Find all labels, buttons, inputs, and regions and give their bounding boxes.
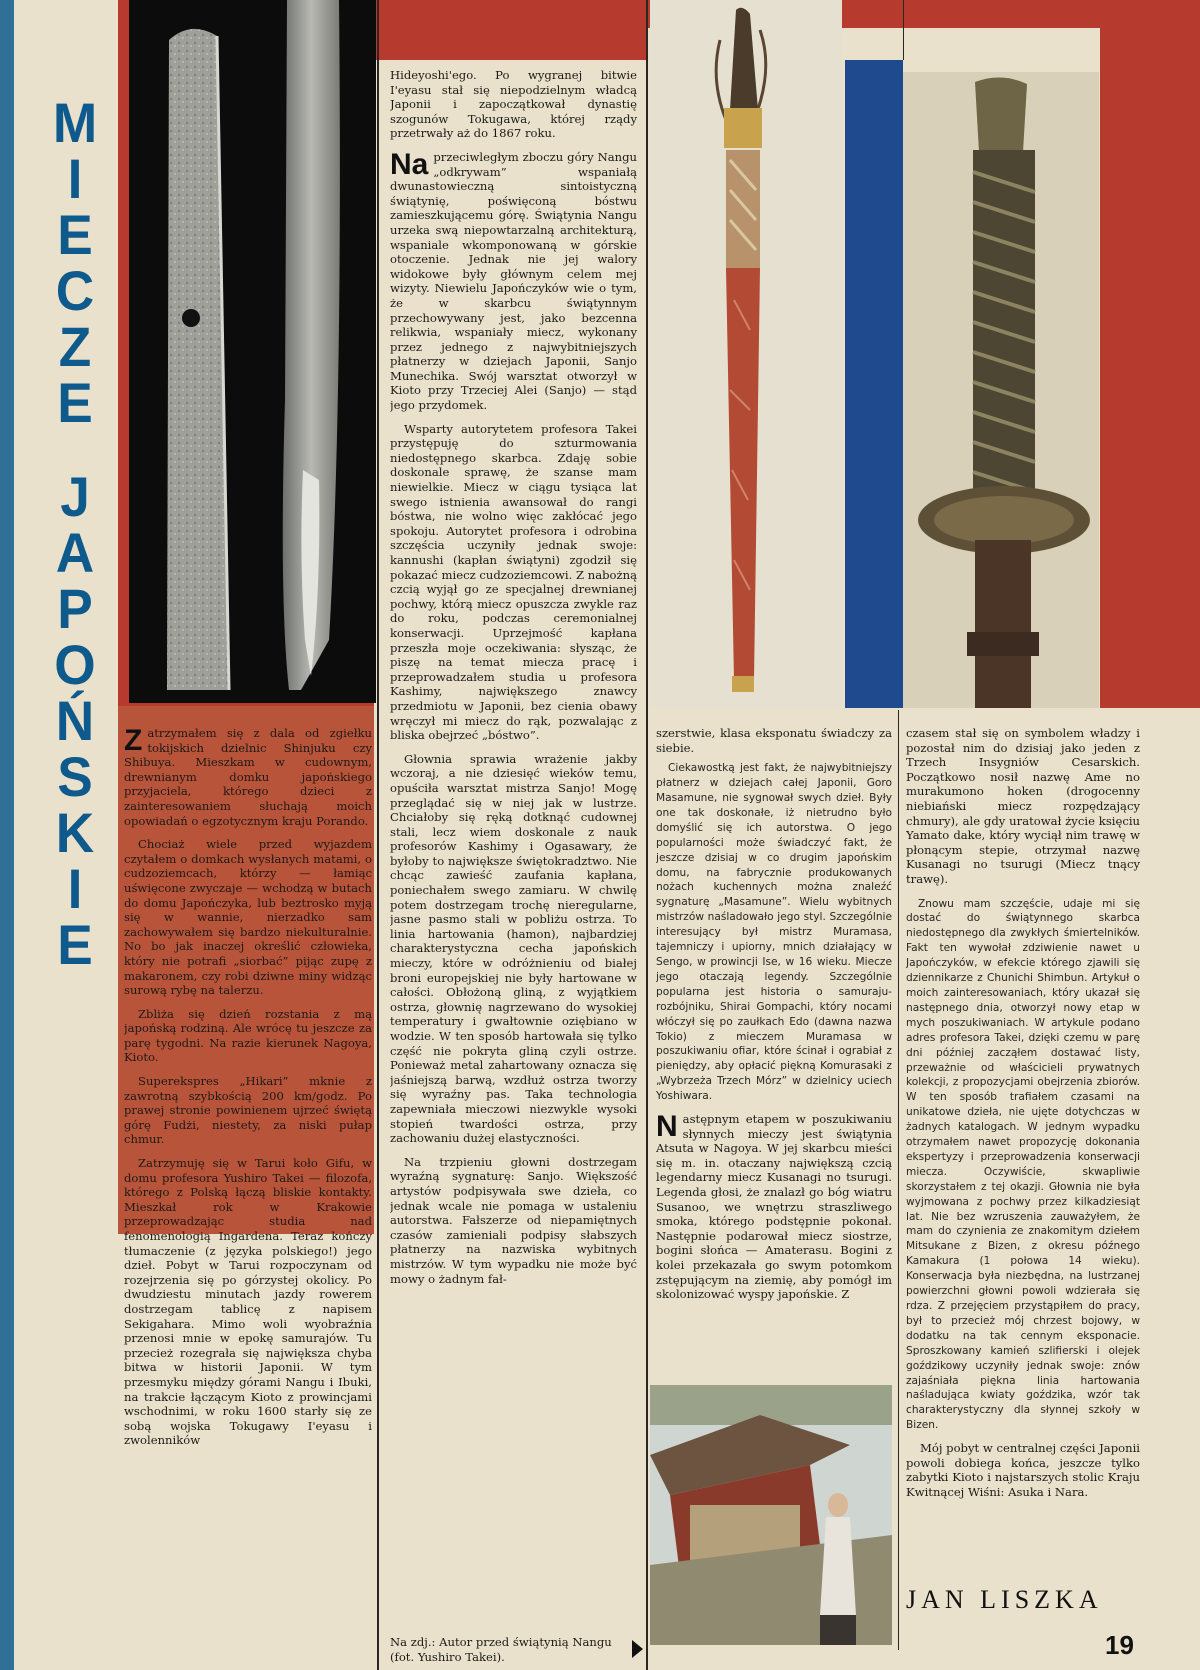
paragraph: Wsparty autorytetem profesora Takei przystępuję do szturmowania niedostępnego skarbca. Zdaję sobie doskonale sprawę, że szanse mam niewielkie. Miecz w ciągu tysiąca lat swego istnienia awansował do rangi bóstwa, nie wolno więc zakłócać jego spokoju. Autorytet profesora i odrobina szczęścia uczyniły jednak swoje: kannushi (kapłan świątyni) zgodził się pokazać miecz cudzoziemcowi. Z nabożną czcią wyjął go ze specjalnej drewnianej pochwy, którą miecz opuszcza zwykle raz do roku, podczas ceremonialnej konserwacji. Uprzejmość kapłana przeszła moje oczekiwania: słysząc, że piszę na temat miecza pracę i przeprowadzałem studia u profesora Kashimy, największego znawcy przedmiotu w Japonii, bez cienia obawy wręczył mi miecz do rąk, pozwalając z bliska obejrzeć „bóstwo”.: [390, 421, 637, 743]
title-letter: E: [57, 203, 93, 266]
title-letter: O: [54, 633, 96, 696]
left-edge-strip: [0, 0, 14, 1670]
photo-blade-closeup: [129, 0, 376, 703]
paragraph: Na przeciwległym zboczu góry Nangu „odkrywam” wspaniałą dwunastowieczną sintoistyczną świątynię, poświęconą bóstwu zamieszkującemu górę. Świątynia Nangu urzeka swą niepowtarzalną architekturą, wspaniale wkomponowaną w górskie otoczenie. Jednak nie jej walory widokowe były głównym celem mej wizyty. Niewielu Japończyków wie o tym, że w skarbcu świątynnym przechowywany jest, jako bezcenna relikwia, wspaniały miecz, wykonany przez jednego z najwybitniejszych płatnerzy w dziejach Japonii, Sanjo Munechika. Swój warsztat otworzył w Kioto przy Trzeciej Alei (Sanjo) — stąd jego przydomek.: [390, 147, 637, 413]
author-byline: JAN LISZKA: [906, 1585, 1103, 1614]
blue-block-right: [845, 60, 903, 708]
paragraph: Następnym etapem w poszukiwaniu słynnych mieczy jest świątynia Atsuta w Nagoya. W jej skarbcu mieści się m. in. otaczany największą czcią legendarny miecz Kusanagi no tsurugi. Legenda głosi, że znalazł go bóg wiatru Susanoo, we wnętrzu straszliwego smoka, którego podstępnie pokonał. Następnie podarował miecz siostrze, bogini słońca — Amaterasu. Bogini z kolei przekazała go swym potomkom zstępującym na ziemię, aby pomógł im skolonizować wyspy japońskie. Z: [656, 1110, 892, 1302]
photo-red-scabbard-sword: [650, 0, 842, 708]
sidebar-note: [906, 897, 1140, 1434]
paragraph: Hideyoshi'ego. Po wygranej bitwie I'eyasu stał się niepodzielnym władcą Japonii i zapoczątkował dynastię szogunów Tokugawa, której rządy przetrwały aż do 1867 roku.: [390, 68, 637, 141]
paragraph: czasem stał się on symbolem władzy i pozostał nim do dzisiaj jako jeden z Trzech Insygniów Cesarskich. Początkowo nosił nazwę Ame no murakumono hoken (drogocenny niebiański miecz rozpędzający chmury), ale gdy uratował życie księciu Yamato dake, który wyciął nim trawę w płonącym stepie, otrzymał nazwę Kusanagi no tsurugi (Miecz tnący trawę).: [906, 726, 1140, 886]
page-number: 19: [1105, 1630, 1134, 1660]
paragraph: Znowu mam szczęście, udaje mi się dostać do świątynnego skarbca niedostępnego dla zwykłych śmiertelników. Fakt ten wywołał zdziwienie nawet u Japończyków, w efekcie którego zjawili się dziennikarze z Chunichi Shimbun. Artykuł o moich zainteresowaniach, który ukazał się następnego dnia, otworzył nowy etap w mych poszukiwaniach. W artykule podano adres profesora Takei, dzięki czemu w parę dni później zacząłem dostawać listy, przeważnie od właścicieli prywatnych kolekcji, z propozycjami obejrzenia zbiorów. W ten sposób trafiałem czasami na unikatowe dzieła, nie ujęte dotychczas w żadnych katalogach. W jednym wypadku otrzymałem nawet propozycję dokonania ekspertyzy i przeprowadzenia konserwacji miecza. Oczywiście, skwapliwie skorzystałem z tej okazji. Głownia nie była wyjmowana z pochwy przez kilkadziesiąt lat. Nie bez wzruszenia zauważyłem, że mam do czynienia ze znakomitym dziełem Mitsukane z Bizen, z okresu późnego Kamakura (1 połowa 14 wieku). Konserwacja była niezbędna, na lustrzanej powierzchni głowni powoli wdzierała się rdza. Z przejęciem przystąpiłem do pracy, był to przecież mój chrzest bojowy, w dodatku na tak cennym eksponacie. Sproszkowany kamień szlifierski i olejek goździkowy uczyniły jednak swoje: znów zajaśniała piękna linia hartowania naśladująca kwiaty goździka, wzór tak charakterystyczny dla słynnej szkoły w Bizen.: [906, 897, 1140, 1432]
column-rule-4: [903, 0, 904, 60]
drop-cap: N: [656, 1110, 678, 1144]
photo-katana-hilt: [903, 72, 1099, 708]
title-letter: A: [55, 521, 95, 584]
drop-cap: Na: [390, 147, 429, 181]
title-letter: I: [67, 857, 83, 920]
title-letter: E: [57, 913, 93, 976]
paragraph: Zatrzymuję się w Tarui koło Gifu, w domu profesora Yushiro Takei — filozofa, którego z Polską łączą bliskie kontakty. Mieszkał rok w Krakowie przeprowadzając studia nad fenomenologią Ingardena. Teraz kończy tłumaczenie (z języka polskiego!) jego dzieł. Pobyt w Tarui rozpoczynam od rozejrzenia się po górzystej okolicy. Po dwudziestu minutach jazdy rowerem dostrzegam tablicę z napisem Sekigahara. Mimo woli wyobraźnia przenosi mnie w epokę samurajów. Tu przecież rozegrała się największa chyba bitwa w historii Japonii. W tym przesmyku między górami Nangu i Ibuki, na trakcie łączącym Kioto z prowincjami wschodnimi, w roku 1600 starły się ze sobą wojska Tokugawy I'eyasu i zwolenników: [124, 1156, 372, 1448]
article-column-4: [906, 726, 1140, 1606]
column-rule-1: [377, 0, 379, 1670]
title-line1: [32, 91, 118, 434]
red-strip-right: [1100, 28, 1200, 708]
title-letter: K: [55, 801, 95, 864]
paragraph: Mój pobyt w centralnej części Japonii powoli dobiega końca, jeszcze tylko zabytki Kioto i najstarszych stolic Kraju Kwitnącej Wiśni: Asuka i Nara.: [906, 1441, 1140, 1499]
column-rule-2: [646, 0, 648, 1670]
article-column-1: [124, 726, 372, 1646]
title-letter: C: [55, 259, 95, 322]
paragraph: Chociaż wiele przed wyjazdem czytałem o domkach wysłanych matami, o cudzoziemcach, którzy — łamiąc uświęcone zwyczaje — wchodzą w butach do domu Japończyka, lub beztrosko myją się w wannie, nierzadko sam zachowywałem się bardzo niekulturalnie. No bo jak inaczej określić człowieka, który nie potrafi „siorbać” pijąc zupę z makaronem, czy robi dziwne miny widząc surową rybę na talerzu.: [124, 837, 372, 998]
paragraph: Ciekawostką jest fakt, że najwybitniejszy płatnerz w dziejach całej Japonii, Goro Masamune, nie sygnował swych dzieł. Były one tak doskonałe, iż nietrudno było domyślić się ich autorstwa. O jego popularności może świadczyć fakt, że jeszcze dzisiaj w co drugim japońskim domu, na fabrycznie produkowanych nożach kuchennych można znaleźć sygnaturę „Masamune”. Wielu wybitnych mistrzów naśladowało jego styl. Szczególnie interesujący był mistrz Muramasa, tajemniczy i upiorny, mnich działający w Sengo, w prowincji Ise, w 16 wieku. Miecze jego otaczają legendy. Szczególnie popularna jest historia o samuraju-rozbójniku, Shirai Gompachi, który nocami włóczył się po zaułkach Edo (dawna nazwa Tokio) z mieczem Muramasa w poszukiwaniu ofiar, które ścinał i ograbiał z pieniędzy, aby opłacić piękną Komurasaki z „Wybrzeża Trzech Mórz” w dzielnicy uciech Yoshiwara.: [656, 762, 892, 1103]
paragraph: Zbliża się dzień rozstania z mą japońską rodziną. Ale wrócę tu jeszcze za parę tygodni. Na razie kierunek Nagoya, Kioto.: [124, 1006, 372, 1065]
paragraph: Superekspres „Hikari” mknie z zawrotną szybkością 200 km/godz. Po prawej stronie powinienem ujrzeć świętą górę Fudżi, niestety, za niski pułap chmur.: [124, 1074, 372, 1147]
scabbard-image: [650, 0, 842, 708]
title-letter: I: [67, 147, 83, 210]
caption-arrow-icon: [632, 1640, 643, 1658]
title-letter: J: [60, 465, 90, 528]
title-line2: [32, 465, 118, 976]
hilt-image: [903, 72, 1099, 708]
article-column-3: [656, 726, 892, 1376]
title-letter: M: [52, 91, 98, 154]
title-letter: S: [57, 745, 93, 808]
article-title: [32, 91, 118, 976]
title-letter: Ń: [55, 689, 95, 752]
temple-image: [650, 1385, 892, 1645]
blade-image: [129, 0, 376, 703]
photo-caption: Na zdj.: Autor przed świątynią Nangu (fot. Yushiro Takei).: [390, 1635, 612, 1664]
paragraph: szerstwie, klasa eksponatu świadczy za siebie.: [656, 726, 892, 755]
red-band-top-mid: [374, 0, 646, 60]
paragraph: Głownia sprawia wrażenie jakby wczoraj, a nie dziesięć wieków temu, opuściła warsztat mistrza Sanjo! Mogę przeglądać się w niej jak w lustrze. Chciałoby się ręką dotknąć cudownej stali, lecz wiem doskonale z nauk profesorów Kashimy i Ogasawary, że byłoby to największe świętokradztwo. Nie chcąc zawieść zaufania kapłana, poniechałem swego zamiaru. W chwilę potem dostrzegam trochę nieregularne, jasne pasmo stali w pobliżu ostrza. To linia hartowania (hamon), najbardziej charakterystyczna cecha japońskich mieczy, które w odróżnieniu od białej broni europejskiej nie były hartowane w całości. Obłożoną gliną, z wyjątkiem ostrza, głownię nagrzewano do wysokiej temperatury i gwałtownie oziębiano w wodzie. W ten sposób hartowała się tylko część nie pokryta gliną czyli ostrze. Ponieważ metal zahartowany oznacza się jaśniejszą barwą, wzdłuż ostrza tworzy się wyraźny pas. Taka technologia zapewniała mieczowi niezwykle wysoki stopień twardości ostrza, przy zachowaniu dużej elastyczności.: [390, 751, 637, 1146]
column-rule-3: [898, 710, 899, 1650]
photo-nangu-temple: [650, 1385, 892, 1645]
article-column-2: [390, 68, 637, 1630]
title-letter: E: [57, 371, 93, 434]
drop-cap: Z: [124, 726, 143, 757]
title-letter: Z: [58, 315, 92, 378]
paragraph: Zatrzymałem się z dala od zgiełku tokijskich dzielnic Shinjuku czy Shibuya. Mieszkam w cudownym, drewnianym domku japońskiego przyjaciela, którego dzieci z zainteresowaniem słuchają moich opowiadań o egzotycznym kraju Porando.: [124, 726, 372, 828]
title-letter: P: [57, 577, 93, 640]
sidebar-note: [656, 761, 892, 1104]
paragraph: Na trzpieniu głowni dostrzegam wyraźną sygnaturę: Sanjo. Większość artystów podpisywała swe dzieła, co jednak wcale nie pomaga w ustaleniu autorstwa. Fałszerze od niepamiętnych czasów zamieniali podpisy słabszych płatnerzy na nazwiska wybitnych mistrzów. W tym wypadku nie może być mowy o żadnym fał-: [390, 1154, 637, 1286]
